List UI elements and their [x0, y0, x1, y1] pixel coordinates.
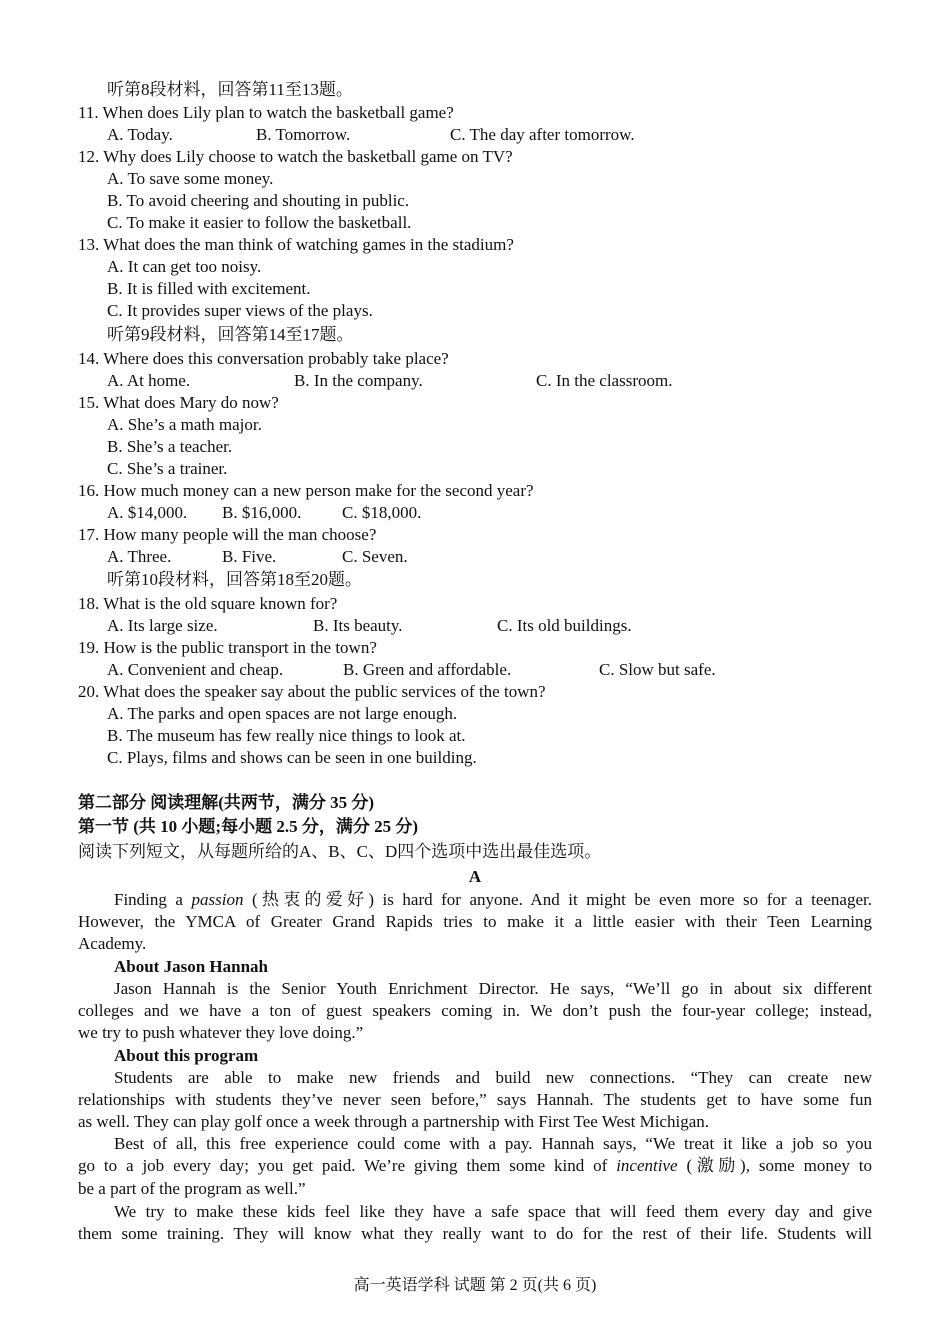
p5-line1: We try to make these kids feel like they have a safe space that will feed them every day and give [114, 1202, 872, 1221]
section10-header: 听第10段材料，回答第18至20题。 [107, 570, 362, 589]
p1-line1 [114, 889, 872, 911]
q20-option-c: C. Plays, films and shows can be seen in one building. [107, 748, 477, 767]
p1-line1-text-a: Finding a [114, 890, 192, 909]
page-footer: 高一英语学科 试题 第 2 页(共 6 页) [353, 1277, 597, 1294]
q16-option-a: A. $14,000. [107, 503, 188, 522]
q11-option-a: A. Today. [107, 125, 173, 144]
q13-option-c: C. It provides super views of the plays. [107, 301, 373, 320]
p4-line2 [78, 1155, 872, 1177]
p4-line2-emphasis: incentive [616, 1156, 678, 1175]
question-12: 12. Why does Lily choose to watch the basketball game on TV? [78, 147, 513, 166]
question-17: 17. How many people will the man choose? [78, 525, 377, 544]
q12-option-c: C. To make it easier to follow the basketball. [107, 213, 412, 232]
q19-option-c: C. Slow but safe. [599, 660, 716, 679]
question-18: 18. What is the old square known for? [78, 594, 338, 613]
question-13: 13. What does the man think of watching games in the stadium? [78, 235, 514, 254]
q17-option-a: A. Three. [107, 547, 172, 566]
p1-line2: However, the YMCA of Greater Grand Rapids tries to make it a little easier with their Teen Learning [78, 912, 872, 931]
reading-instruction: 阅读下列短文，从每题所给的A、B、C、D四个选项中选出最佳选项。 [78, 842, 602, 861]
p5-line2: them some training. They will know what they really want to do for the rest of their life. Students will [78, 1224, 872, 1243]
q18-option-b: B. Its beauty. [313, 616, 403, 635]
p1-line1-text-b: (热衷的爱好) is hard for anyone. And it might be even more so for a teenager. [243, 890, 872, 909]
q17-option-c: C. Seven. [342, 547, 408, 566]
q14-option-b: B. In the company. [294, 371, 423, 390]
p2-line1: Jason Hannah is the Senior Youth Enrichment Director. He says, “We’ll go in about six different [114, 979, 872, 998]
p2-line2: colleges and we have a ton of guest speakers coming in. We don’t push the four-year college; instead, [78, 1001, 872, 1020]
p2-line3: we try to push whatever they love doing.” [78, 1023, 364, 1042]
p3-line1: Students are able to make new friends and build new connections. “They can create new [114, 1068, 872, 1087]
question-20: 20. What does the speaker say about the public services of the town? [78, 682, 546, 701]
question-11: 11. When does Lily plan to watch the basketball game? [78, 103, 454, 122]
p4-line2-text-a: go to a job every day; you get paid. We’re giving them some kind of [78, 1156, 617, 1175]
heading-about-jason: About Jason Hannah [114, 957, 269, 976]
q11-option-b: B. Tomorrow. [256, 125, 351, 144]
p4-line3: be a part of the program as well.” [78, 1179, 306, 1198]
q16-option-c: C. $18,000. [342, 503, 422, 522]
heading-about-program: About this program [114, 1046, 259, 1065]
section9-header: 听第9段材料，回答第14至17题。 [107, 325, 354, 344]
question-14: 14. Where does this conversation probably take place? [78, 349, 449, 368]
q13-option-b: B. It is filled with excitement. [107, 279, 311, 298]
p3-line3: as well. They can play golf once a week through a partnership with First Tee West Michigan. [78, 1112, 710, 1131]
p1-line3: Academy. [78, 934, 147, 953]
p3-line2: relationships with students they’ve never seen before,” says Hannah. The students get to have some fun [78, 1090, 872, 1109]
passage-label: A [468, 867, 482, 886]
p1-line1-emphasis: passion [191, 890, 244, 909]
q17-option-b: B. Five. [222, 547, 277, 566]
p4-line1: Best of all, this free experience could come with a pay. Hannah says, “We treat it like a job so you [114, 1134, 872, 1153]
q13-option-a: A. It can get too noisy. [107, 257, 262, 276]
section8-header: 听第8段材料，回答第11至13题。 [107, 80, 353, 99]
q14-option-a: A. At home. [107, 371, 191, 390]
q16-option-b: B. $16,000. [222, 503, 302, 522]
reading-part-title: 第二部分 阅读理解(共两节，满分 35 分) [78, 793, 375, 812]
q15-option-a: A. She’s a math major. [107, 415, 262, 434]
q12-option-b: B. To avoid cheering and shouting in public. [107, 191, 410, 210]
q18-option-c: C. Its old buildings. [497, 616, 632, 635]
q14-option-c: C. In the classroom. [536, 371, 673, 390]
q20-option-a: A. The parks and open spaces are not large enough. [107, 704, 458, 723]
question-19: 19. How is the public transport in the town? [78, 638, 377, 657]
q11-option-c: C. The day after tomorrow. [450, 125, 635, 144]
q12-option-a: A. To save some money. [107, 169, 274, 188]
q15-option-c: C. She’s a trainer. [107, 459, 228, 478]
question-15: 15. What does Mary do now? [78, 393, 279, 412]
reading-section-title: 第一节 (共 10 小题;每小题 2.5 分，满分 25 分) [78, 817, 418, 836]
q18-option-a: A. Its large size. [107, 616, 218, 635]
q15-option-b: B. She’s a teacher. [107, 437, 233, 456]
question-16: 16. How much money can a new person make for the second year? [78, 481, 534, 500]
q19-option-b: B. Green and affordable. [343, 660, 512, 679]
q20-option-b: B. The museum has few really nice things to look at. [107, 726, 466, 745]
p4-line2-text-b: (激励), some money to [677, 1156, 872, 1175]
q19-option-a: A. Convenient and cheap. [107, 660, 284, 679]
